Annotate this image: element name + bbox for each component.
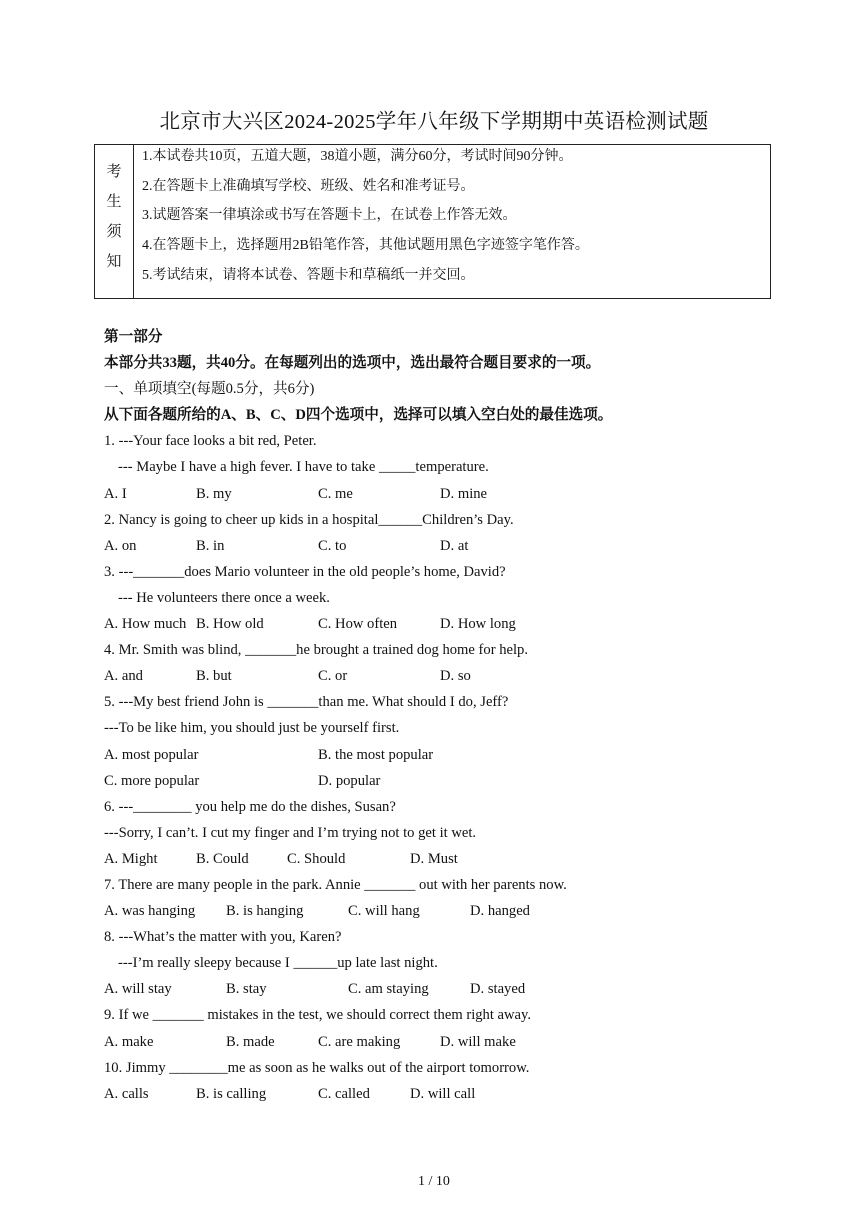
answer-option[interactable]: A. make <box>104 1033 154 1050</box>
option-row <box>104 1029 784 1055</box>
answer-option[interactable]: B. How old <box>196 616 264 633</box>
page-title: 北京市大兴区2024-2025学年八年级下学期期中英语检测试题 <box>159 111 709 133</box>
answer-option[interactable]: D. popular <box>318 772 381 789</box>
section-instruction: 从下面各题所给的A、B、C、D四个选项中，选择可以填入空白处的最佳选项。 <box>104 407 613 424</box>
notice-item: 1.本试卷共10页，五道大题，38道小题，满分60分，考试时间90分钟。 <box>142 149 573 164</box>
answer-option[interactable]: C. will hang <box>348 903 420 920</box>
question-stem: 1. ---Your face looks a bit red, Peter. <box>104 433 317 450</box>
answer-option[interactable]: B. in <box>196 537 225 554</box>
option-row <box>104 898 784 924</box>
answer-option[interactable]: D. Must <box>410 850 458 867</box>
notice-box <box>94 144 771 299</box>
answer-option[interactable]: B. but <box>196 668 232 685</box>
question-item <box>104 924 784 1002</box>
answer-option[interactable]: A. was hanging <box>104 903 196 920</box>
answer-option[interactable]: B. stay <box>226 981 267 998</box>
answer-option[interactable]: C. or <box>318 668 348 685</box>
answer-option[interactable]: A. Might <box>104 850 158 867</box>
question-item <box>104 1055 784 1107</box>
option-row <box>104 663 784 689</box>
question-item <box>104 794 784 872</box>
section-heading: 一、单项填空(每题0.5分，共6分) <box>104 381 315 398</box>
question-stem: 7. There are many people in the park. Annie _______ out with her parents now. <box>104 876 567 893</box>
page-number: 1 / 10 <box>418 1174 450 1189</box>
question-stem: 6. ---________ you help me do the dishes, Susan? <box>104 798 396 815</box>
answer-option[interactable]: A. will stay <box>104 981 172 998</box>
question-list <box>104 428 784 1106</box>
answer-option[interactable]: D. hanged <box>470 903 530 920</box>
notice-side-char: 考 <box>106 164 122 180</box>
answer-option[interactable]: C. How often <box>318 616 398 633</box>
notice-side-char: 须 <box>106 224 122 240</box>
answer-option[interactable]: B. my <box>196 485 232 502</box>
notice-side-char: 知 <box>106 254 122 270</box>
question-item <box>104 507 784 559</box>
question-item <box>104 559 784 637</box>
option-row <box>104 1081 784 1107</box>
question-stem: 5. ---My best friend John is _______than me. What should I do, Jeff? <box>104 694 509 711</box>
option-row <box>104 976 784 1002</box>
option-row <box>104 611 784 637</box>
answer-option[interactable]: A. calls <box>104 1085 149 1102</box>
answer-option[interactable]: C. more popular <box>104 772 200 789</box>
answer-option[interactable]: A. I <box>104 485 127 502</box>
answer-option[interactable]: C. are making <box>318 1033 401 1050</box>
question-dialogue-line: --- He volunteers there once a week. <box>118 589 330 606</box>
answer-option[interactable]: D. mine <box>440 485 488 502</box>
question-stem: 8. ---What’s the matter with you, Karen? <box>104 929 342 946</box>
answer-option[interactable]: D. at <box>440 537 469 554</box>
answer-option[interactable]: C. Should <box>287 850 346 867</box>
answer-option[interactable]: B. made <box>226 1033 275 1050</box>
answer-option[interactable]: A. and <box>104 668 143 685</box>
part-heading: 第一部分 <box>104 329 163 345</box>
answer-option[interactable]: C. me <box>318 485 353 502</box>
question-stem: 9. If we _______ mistakes in the test, we should correct them right away. <box>104 1007 532 1024</box>
question-item <box>104 637 784 689</box>
option-row <box>104 533 784 559</box>
option-row <box>104 768 784 794</box>
question-dialogue-line: --- Maybe I have a high fever. I have to take _____temperature. <box>118 459 489 476</box>
notice-side-label <box>95 145 134 299</box>
question-dialogue-line: ---I’m really sleepy because I ______up late last night. <box>118 955 438 972</box>
question-stem: 4. Mr. Smith was blind, _______he brought a trained dog home for help. <box>104 642 528 659</box>
question-item <box>104 1002 784 1054</box>
question-stem: 3. ---_______does Mario volunteer in the old people’s home, David? <box>104 563 506 580</box>
notice-item: 3.试题答案一律填涂或书写在答题卡上，在试卷上作答无效。 <box>142 208 517 224</box>
option-row <box>104 742 784 768</box>
notice-side-char: 生 <box>106 194 122 210</box>
answer-option[interactable]: C. am staying <box>348 981 429 998</box>
answer-option[interactable]: B. Could <box>196 850 249 867</box>
answer-option[interactable]: D. How long <box>440 616 516 633</box>
question-stem: 10. Jimmy ________me as soon as he walks out of the airport tomorrow. <box>104 1059 530 1076</box>
answer-option[interactable]: B. is calling <box>196 1085 267 1102</box>
answer-option[interactable]: D. so <box>440 668 471 685</box>
exam-content <box>104 324 784 1107</box>
question-stem: 2. Nancy is going to cheer up kids in a hospital______Children’s Day. <box>104 511 514 528</box>
question-dialogue-line: ---Sorry, I can’t. I cut my finger and I’m trying not to get it wet. <box>104 824 477 841</box>
question-dialogue-line: ---To be like him, you should just be yourself first. <box>104 720 400 737</box>
answer-option[interactable]: C. called <box>318 1085 370 1102</box>
answer-option[interactable]: B. the most popular <box>318 746 434 763</box>
answer-option[interactable]: D. will make <box>440 1033 516 1050</box>
option-row <box>104 846 784 872</box>
option-row <box>104 481 784 507</box>
question-item <box>104 872 784 924</box>
notice-item: 2.在答题卡上准确填写学校、班级、姓名和准考证号。 <box>142 178 475 194</box>
answer-option[interactable]: D. stayed <box>470 981 526 998</box>
question-item <box>104 428 784 506</box>
notice-item: 5.考试结束，请将本试卷、答题卡和草稿纸一并交回。 <box>142 267 475 283</box>
notice-item: 4.在答题卡上，选择题用2B铅笔作答，其他试题用黑色字迹签字笔作答。 <box>142 238 589 254</box>
answer-option[interactable]: D. will call <box>410 1085 476 1102</box>
answer-option[interactable]: A. most popular <box>104 746 199 763</box>
answer-option[interactable]: B. is hanging <box>226 903 304 920</box>
answer-option[interactable]: A. How much <box>104 616 187 633</box>
notice-items <box>134 145 771 299</box>
answer-option[interactable]: C. to <box>318 537 347 554</box>
question-item <box>104 689 784 793</box>
part-intro: 本部分共33题，共40分。在每题列出的选项中，选出最符合题目要求的一项。 <box>104 355 601 372</box>
answer-option[interactable]: A. on <box>104 537 137 554</box>
